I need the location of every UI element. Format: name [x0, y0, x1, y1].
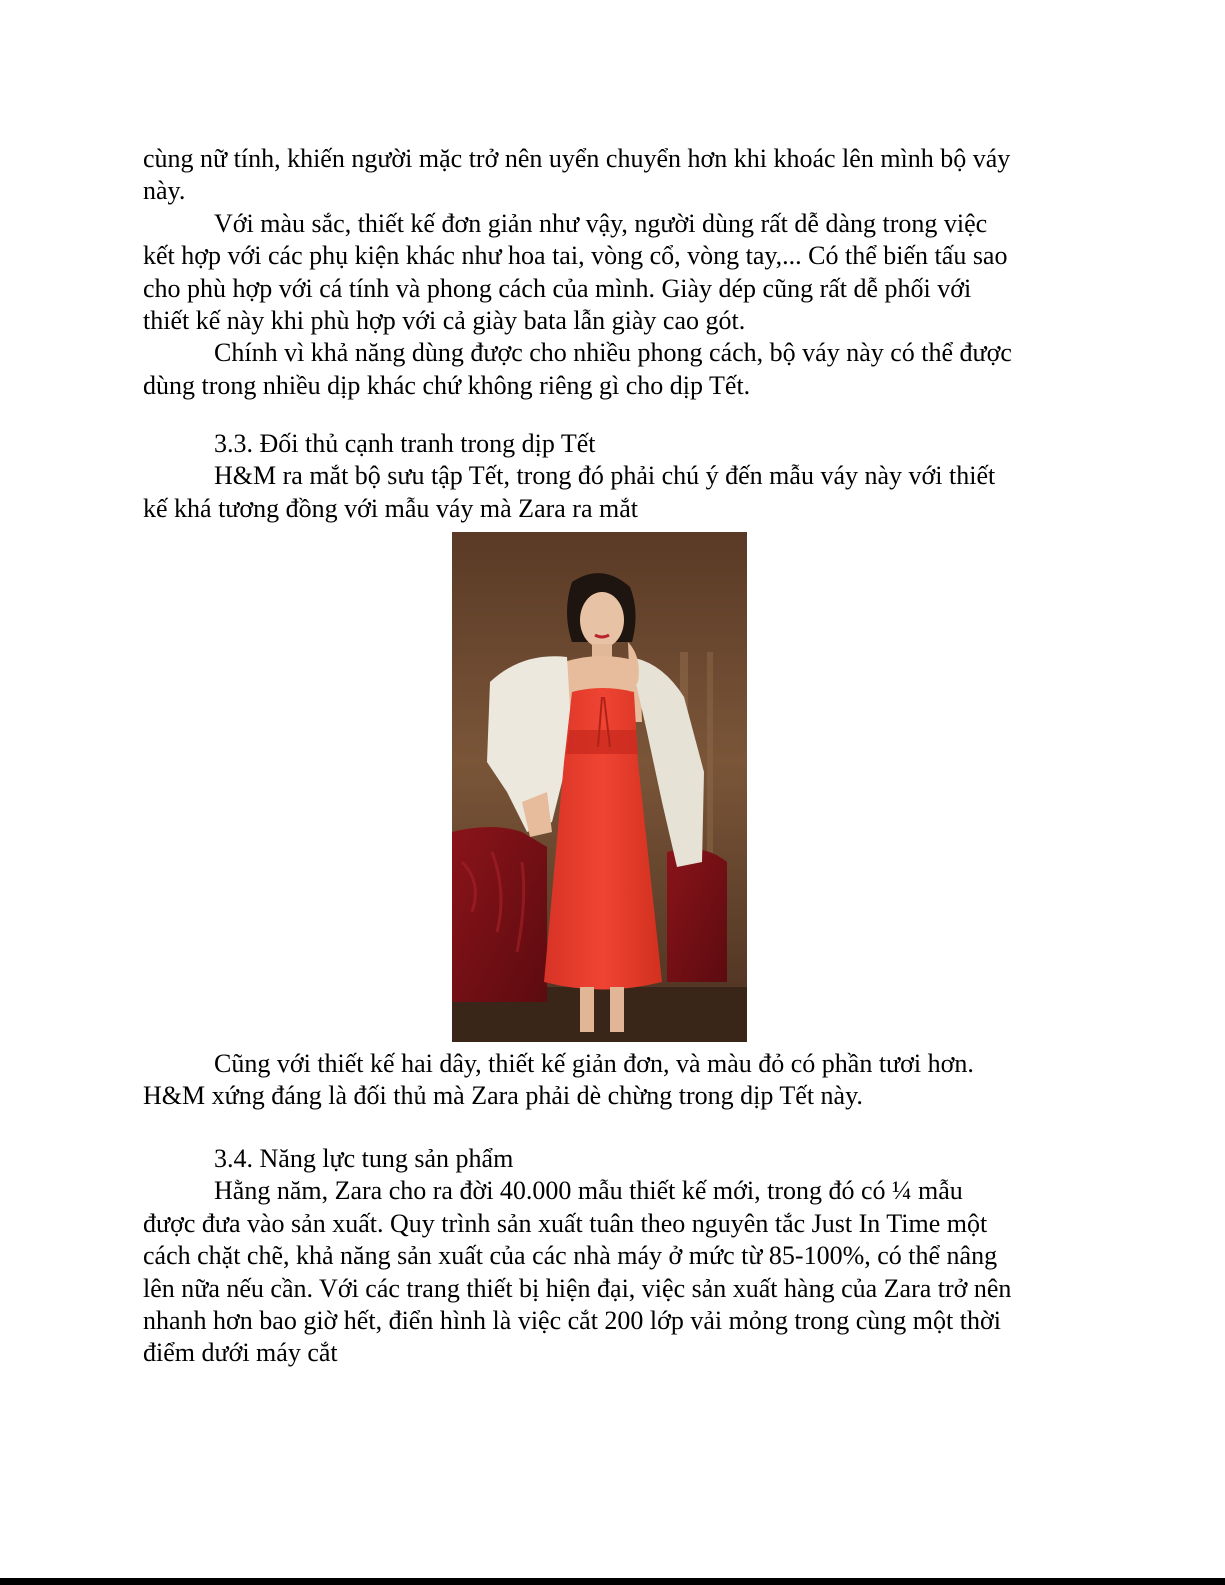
text-line: dùng trong nhiều dịp khác chứ không riêng gì cho dịp Tết. [143, 370, 751, 400]
section-heading: 3.4. Năng lực tung sản phẩm [214, 1144, 514, 1173]
text-line: thiết kế này khi phù hợp với cả giày bata lẫn giày cao gót. [143, 306, 746, 336]
text-line: cách chặt chẽ, khả năng sản xuất của các nhà máy ở mức từ 85-100%, có thể nâng [143, 1241, 998, 1271]
paragraph-hm-dress [143, 1048, 1083, 1113]
section-heading: 3.3. Đối thủ cạnh tranh trong dịp Tết [214, 429, 596, 458]
text-line: cho phù hợp với cá tính và phong cách của mình. Giày dép cũng rất dễ phối với [143, 273, 972, 303]
section-competitors [143, 428, 1083, 525]
dress-photo [452, 532, 747, 1042]
text-line: kế khá tương đồng với mẫu váy mà Zara ra mắt [143, 493, 638, 523]
text-line: Với màu sắc, thiết kế đơn giản như vậy, người dùng rất dễ dàng trong việc [214, 208, 988, 238]
text-line: được đưa vào sản xuất. Quy trình sản xuất tuân theo nguyên tắc Just In Time một [143, 1208, 988, 1238]
page-bottom-edge [0, 1578, 1225, 1585]
text-line: lên nữa nếu cần. Với các trang thiết bị hiện đại, việc sản xuất hàng của Zara trở nên [143, 1273, 1012, 1303]
section-product-launch [143, 1143, 1083, 1370]
text-line: cùng nữ tính, khiến người mặc trở nên uyển chuyển hơn khi khoác lên mình bộ váy [143, 144, 1011, 173]
paragraph-group-accessories [143, 143, 1083, 402]
text-line: này. [143, 176, 186, 206]
text-line: H&M xứng đáng là đối thủ mà Zara phải dè chừng trong dịp Tết này. [143, 1081, 863, 1111]
text-line: điểm dưới máy cắt [143, 1338, 338, 1368]
text-line: Cũng với thiết kế hai dây, thiết kế giản đơn, và màu đỏ có phần tươi hơn. [214, 1049, 974, 1078]
text-line: Chính vì khả năng dùng được cho nhiều phong cách, bộ váy này có thể được [214, 338, 1012, 368]
text-line: nhanh hơn bao giờ hết, điển hình là việc cắt 200 lớp vải mỏng trong cùng một thời [143, 1306, 1001, 1336]
text-line: H&M ra mắt bộ sưu tập Tết, trong đó phải chú ý đến mẫu váy này với thiết [214, 461, 996, 491]
text-line: kết hợp với các phụ kiện khác như hoa tai, vòng cổ, vòng tay,... Có thể biến tấu sao [143, 241, 1008, 271]
text-line: Hằng năm, Zara cho ra đời 40.000 mẫu thiết kế mới, trong đó có ¼ mẫu [214, 1176, 963, 1206]
